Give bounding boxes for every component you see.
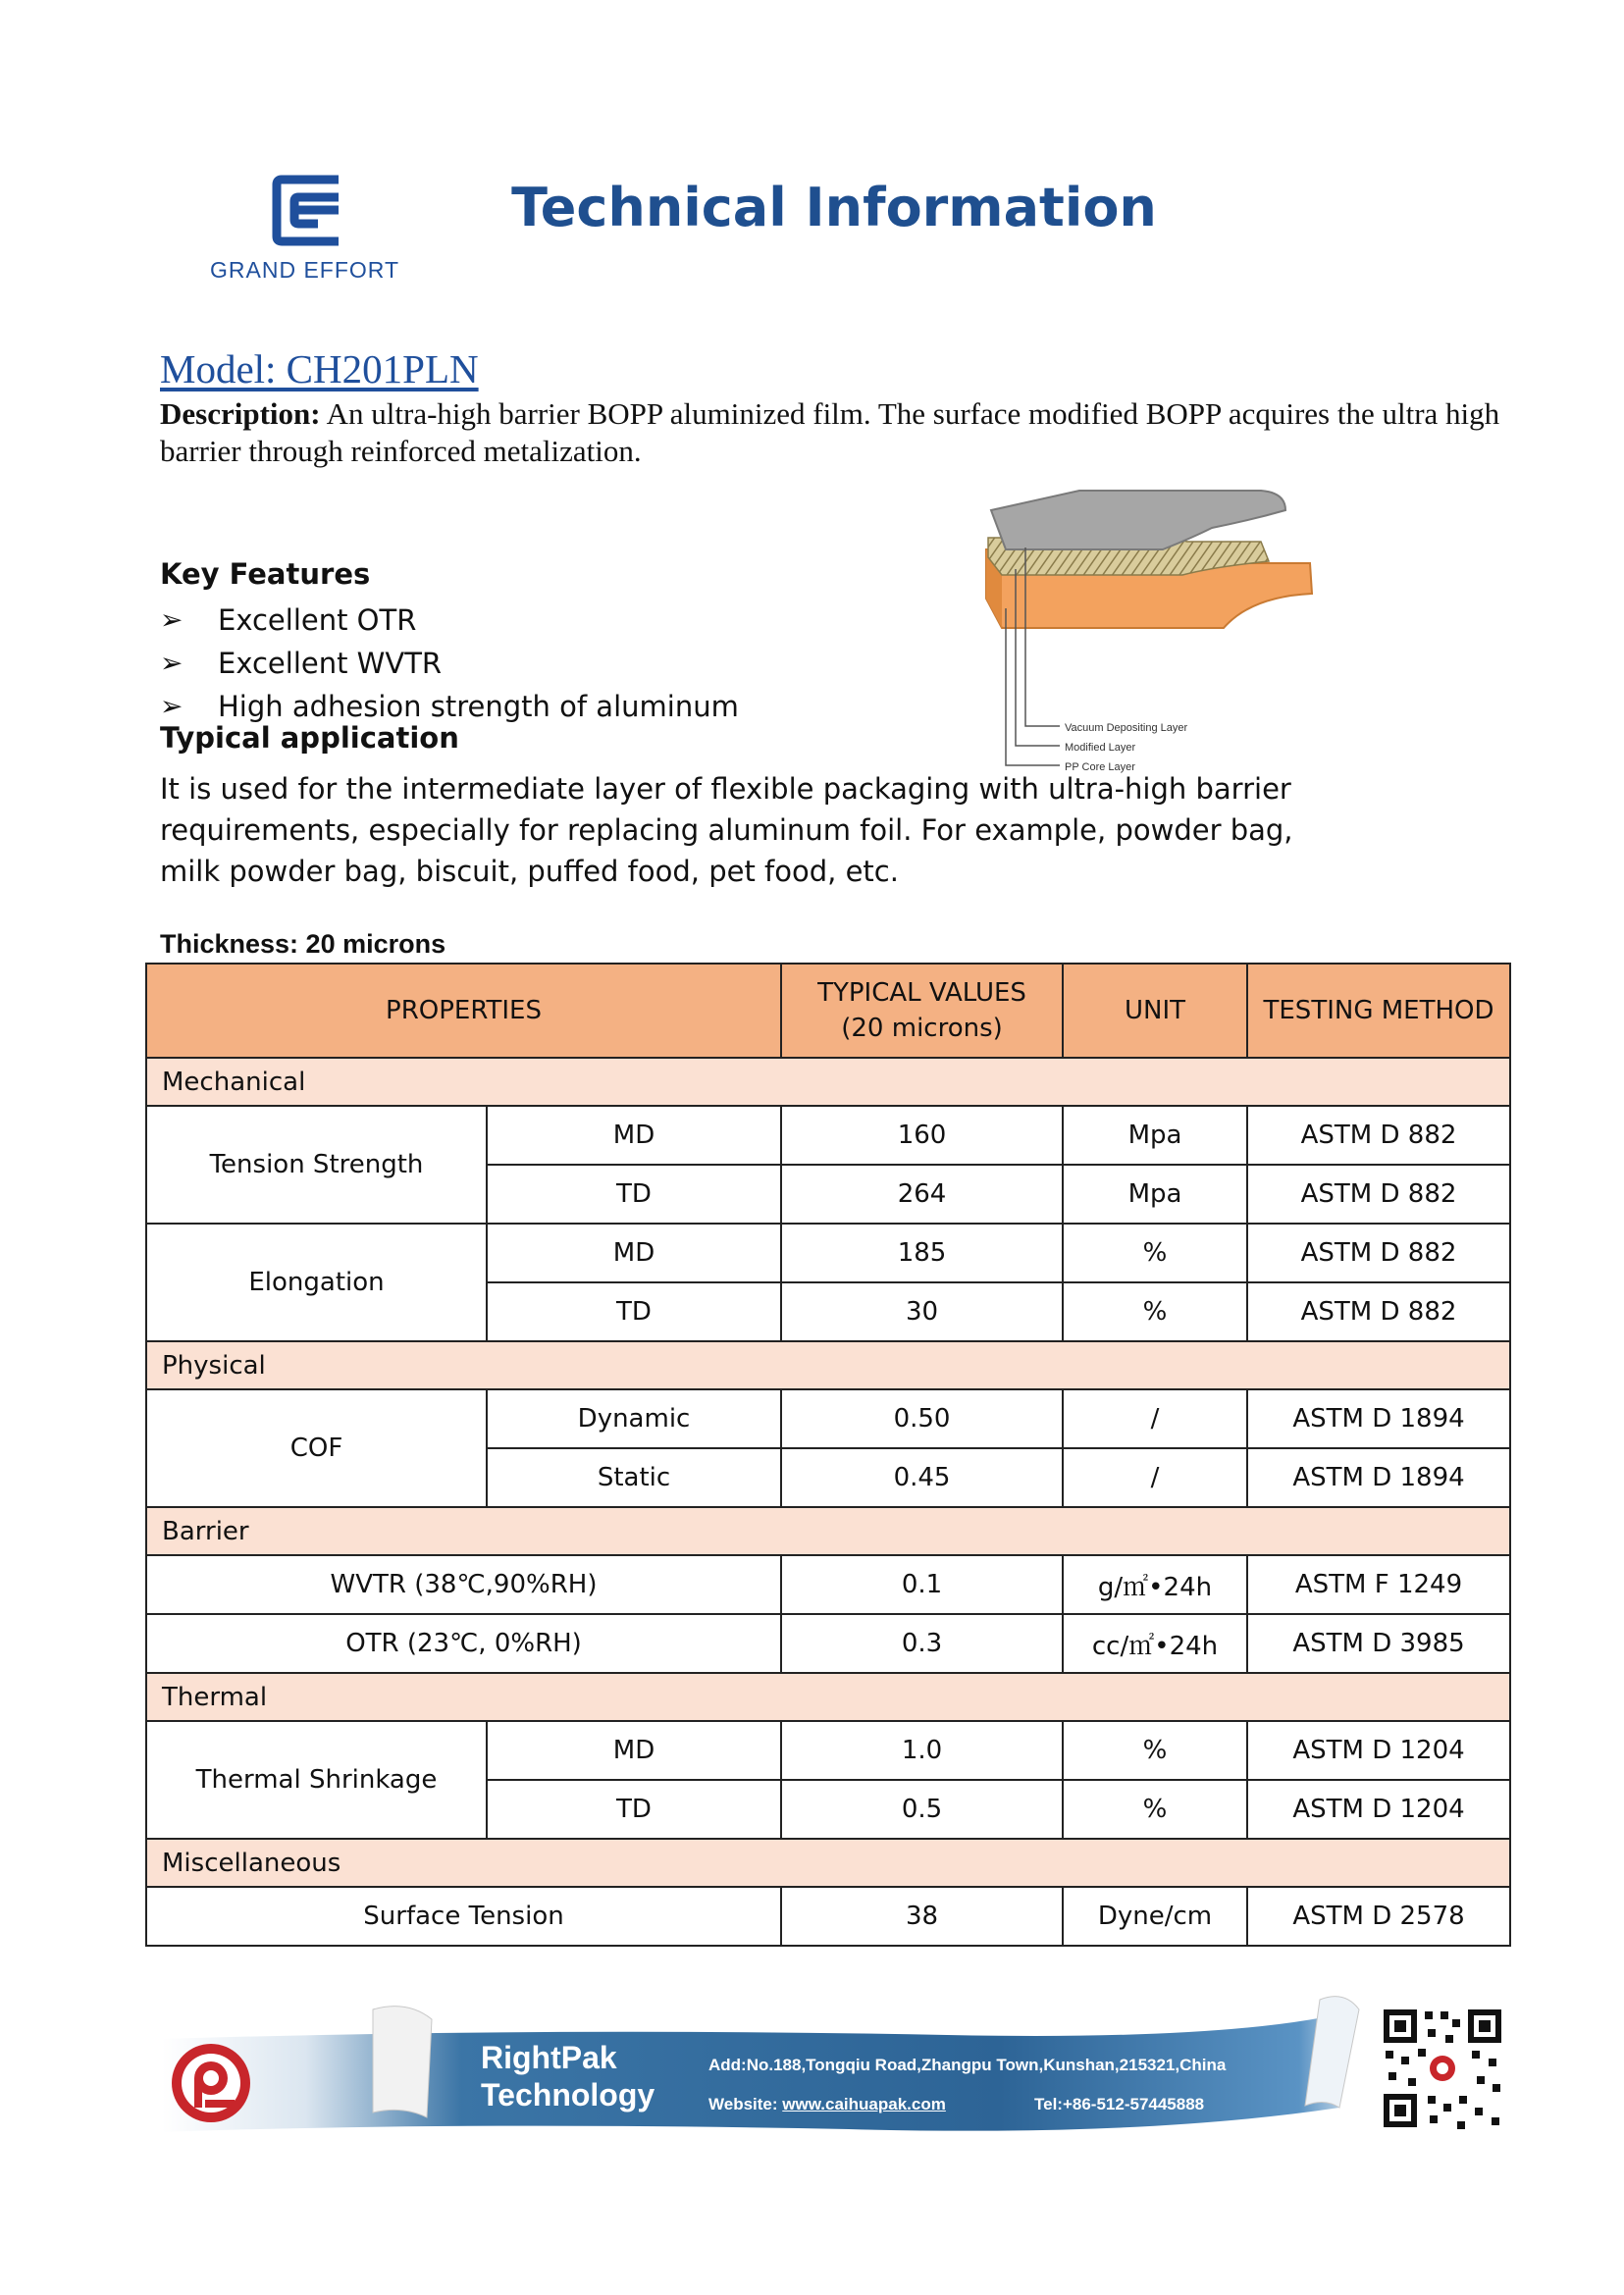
header-testing-method: TESTING METHOD [1247, 964, 1510, 1058]
unit-cell: % [1063, 1780, 1247, 1839]
properties-table [145, 963, 1511, 1947]
table-row [146, 1614, 1510, 1673]
value-cell: 0.50 [781, 1389, 1063, 1448]
rightpak-logo [172, 2044, 250, 2122]
value-cell: 0.1 [781, 1555, 1063, 1614]
category-mechanical: Mechanical [146, 1058, 1510, 1106]
modified-layer-label: Modified Layer [1065, 742, 1136, 754]
film-layer-diagram [967, 481, 1339, 773]
unit-cell: % [1063, 1721, 1247, 1780]
header-typical-line2: (20 microns) [841, 1014, 1003, 1043]
category-row [146, 1839, 1510, 1887]
feature-label: Excellent OTR [218, 603, 417, 637]
method-cell: ASTM D 882 [1247, 1224, 1510, 1282]
header-unit: UNIT [1063, 964, 1247, 1058]
table-row [146, 1224, 1510, 1282]
direction-cell: TD [487, 1165, 781, 1224]
arrow-bullet-icon: ➢ [160, 603, 183, 636]
property-name: Tension Strength [146, 1106, 487, 1224]
property-name: Elongation [146, 1224, 487, 1341]
value-cell: 0.45 [781, 1448, 1063, 1507]
category-barrier: Barrier [146, 1507, 1510, 1555]
value-cell: 30 [781, 1282, 1063, 1341]
method-cell: ASTM D 1204 [1247, 1721, 1510, 1780]
page-title: Technical Information [511, 177, 1157, 238]
table-header-row [146, 964, 1510, 1058]
method-cell: ASTM D 882 [1247, 1282, 1510, 1341]
feature-item [160, 642, 739, 685]
category-row [146, 1673, 1510, 1721]
category-row [146, 1058, 1510, 1106]
method-cell: ASTM D 882 [1247, 1106, 1510, 1165]
method-cell: ASTM D 2578 [1247, 1887, 1510, 1946]
arrow-bullet-icon: ➢ [160, 690, 183, 722]
unit-cell: Mpa [1063, 1106, 1247, 1165]
category-row [146, 1507, 1510, 1555]
direction-cell: TD [487, 1780, 781, 1839]
direction-cell: Dynamic [487, 1389, 781, 1448]
unit-cell: Dyne/cm [1063, 1887, 1247, 1946]
method-cell: ASTM D 882 [1247, 1165, 1510, 1224]
category-thermal: Thermal [146, 1673, 1510, 1721]
application-title: Typical application [160, 721, 459, 755]
logo-text: GRAND EFFORT [210, 257, 400, 283]
value-cell: 0.5 [781, 1780, 1063, 1839]
category-misc: Miscellaneous [146, 1839, 1510, 1887]
direction-cell: Static [487, 1448, 781, 1507]
unit-cell: cc/㎡•24h [1063, 1614, 1247, 1673]
value-cell: 0.3 [781, 1614, 1063, 1673]
website-label: Website: [708, 2095, 783, 2113]
description [160, 395, 1504, 470]
table-row [146, 1721, 1510, 1780]
direction-cell: MD [487, 1224, 781, 1282]
header-properties: PROPERTIES [146, 964, 781, 1058]
thickness-label: Thickness: 20 microns [160, 929, 446, 959]
property-name: WVTR (38℃,90%RH) [146, 1555, 781, 1614]
description-text: An ultra-high barrier BOPP aluminized film. The surface modified BOPP acquires the ultra high barrier through reinforced metalization. [160, 396, 1500, 468]
unit-cell: / [1063, 1448, 1247, 1507]
value-cell: 160 [781, 1106, 1063, 1165]
vacuum-layer-label: Vacuum Depositing Layer [1065, 722, 1188, 734]
property-name: OTR (23℃, 0%RH) [146, 1614, 781, 1673]
feature-item [160, 599, 739, 642]
description-label: Description: [160, 396, 321, 431]
website-link[interactable]: www.caihuapak.com [782, 2095, 946, 2113]
unit-cell: % [1063, 1282, 1247, 1341]
footer-website [708, 2095, 946, 2114]
company-line1: RightPak [481, 2040, 617, 2075]
category-row [146, 1341, 1510, 1389]
model-name: Model: CH201PLN [160, 346, 479, 391]
key-features-title: Key Features [160, 557, 371, 591]
value-cell: 264 [781, 1165, 1063, 1224]
table-row [146, 1555, 1510, 1614]
footer-tel: Tel:+86-512-57445888 [1034, 2095, 1205, 2113]
footer-company-name [481, 2039, 655, 2113]
value-cell: 1.0 [781, 1721, 1063, 1780]
property-name: Thermal Shrinkage [146, 1721, 487, 1839]
table-row [146, 1389, 1510, 1448]
header-typical-line1: TYPICAL VALUES [817, 978, 1026, 1008]
direction-cell: MD [487, 1721, 781, 1780]
category-physical: Physical [146, 1341, 1510, 1389]
direction-cell: TD [487, 1282, 781, 1341]
method-cell: ASTM D 1894 [1247, 1448, 1510, 1507]
pp-core-layer-label: PP Core Layer [1065, 761, 1135, 773]
unit-cell: / [1063, 1389, 1247, 1448]
header-typical-values [781, 964, 1063, 1058]
method-cell: ASTM D 3985 [1247, 1614, 1510, 1673]
qr-code [1379, 2005, 1506, 2132]
method-cell: ASTM D 1894 [1247, 1389, 1510, 1448]
feature-label: Excellent WVTR [218, 647, 443, 680]
table-row [146, 1887, 1510, 1946]
method-cell: ASTM F 1249 [1247, 1555, 1510, 1614]
unit-cell: g/㎡•24h [1063, 1555, 1247, 1614]
value-cell: 185 [781, 1224, 1063, 1282]
table-row [146, 1106, 1510, 1165]
method-cell: ASTM D 1204 [1247, 1780, 1510, 1839]
property-name: COF [146, 1389, 487, 1507]
footer-address: Add:No.188,Tongqiu Road,Zhangpu Town,Kunshan,215321,China [708, 2056, 1227, 2074]
direction-cell: MD [487, 1106, 781, 1165]
value-cell: 38 [781, 1887, 1063, 1946]
feature-label: High adhesion strength of aluminum [218, 690, 739, 723]
arrow-bullet-icon: ➢ [160, 647, 183, 679]
unit-cell: Mpa [1063, 1165, 1247, 1224]
key-features [160, 557, 739, 728]
application-text: It is used for the intermediate layer of flexible packaging with ultra-high barrier requirements, especially for replacing aluminum foil. For example, powder bag, milk powder bag, biscuit, puffed food, pet food, etc. [160, 772, 1293, 888]
company-line2: Technology [481, 2077, 655, 2112]
property-name: Surface Tension [146, 1887, 781, 1946]
unit-cell: % [1063, 1224, 1247, 1282]
